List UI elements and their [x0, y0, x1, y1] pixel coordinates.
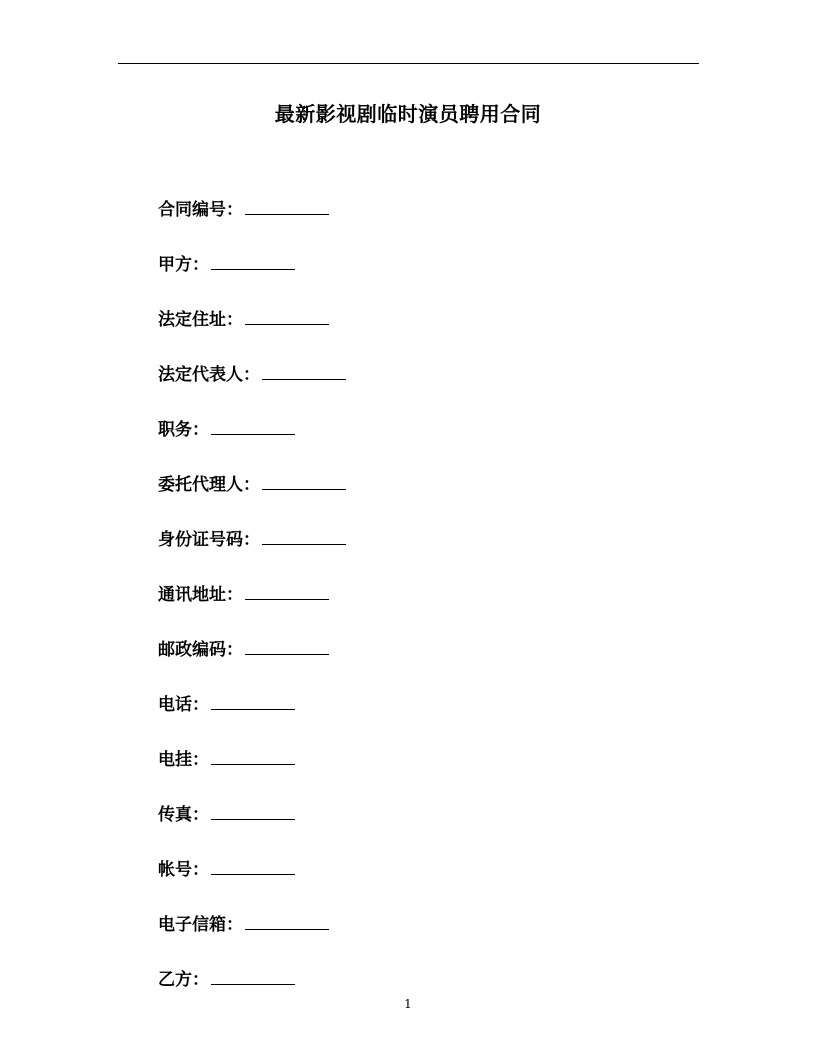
field-label: 电子信箱： — [158, 915, 243, 935]
field-telephone — [158, 661, 346, 716]
blank-line[interactable] — [211, 416, 295, 435]
blank-line[interactable] — [211, 746, 295, 765]
field-party-b — [158, 936, 346, 991]
field-label: 电挂： — [158, 750, 209, 770]
blank-line[interactable] — [245, 196, 329, 215]
field-party-a — [158, 221, 346, 276]
field-id-number — [158, 496, 346, 551]
header-rule — [118, 63, 699, 64]
field-fax — [158, 771, 346, 826]
blank-line[interactable] — [262, 526, 346, 545]
field-label: 职务： — [158, 420, 209, 440]
blank-line[interactable] — [211, 251, 295, 270]
field-label: 电话： — [158, 695, 209, 715]
blank-line[interactable] — [245, 306, 329, 325]
blank-line[interactable] — [245, 911, 329, 930]
field-contract-number — [158, 166, 346, 221]
blank-line[interactable] — [245, 636, 329, 655]
field-label: 通讯地址： — [158, 585, 243, 605]
field-telegraph — [158, 716, 346, 771]
field-label: 乙方： — [158, 970, 209, 990]
field-mailing-address — [158, 551, 346, 606]
field-account — [158, 826, 346, 881]
field-label: 法定住址： — [158, 310, 243, 330]
contract-fields — [158, 166, 346, 991]
field-label: 传真： — [158, 805, 209, 825]
blank-line[interactable] — [211, 856, 295, 875]
field-label: 甲方： — [158, 255, 209, 275]
blank-line[interactable] — [211, 966, 295, 985]
blank-line[interactable] — [262, 361, 346, 380]
field-legal-representative — [158, 331, 346, 386]
field-postal-code — [158, 606, 346, 661]
blank-line[interactable] — [211, 801, 295, 820]
field-label: 委托代理人： — [158, 475, 260, 495]
field-label: 身份证号码： — [158, 530, 260, 550]
blank-line[interactable] — [245, 581, 329, 600]
field-label: 合同编号： — [158, 200, 243, 220]
field-label: 帐号： — [158, 860, 209, 880]
field-label: 邮政编码： — [158, 640, 243, 660]
field-label: 法定代表人： — [158, 365, 260, 385]
page-number: 1 — [404, 997, 412, 1011]
field-authorized-agent — [158, 441, 346, 496]
field-email — [158, 881, 346, 936]
blank-line[interactable] — [262, 471, 346, 490]
blank-line[interactable] — [211, 691, 295, 710]
document-title: 最新影视剧临时演员聘用合同 — [274, 102, 542, 126]
field-legal-address — [158, 276, 346, 331]
field-position — [158, 386, 346, 441]
